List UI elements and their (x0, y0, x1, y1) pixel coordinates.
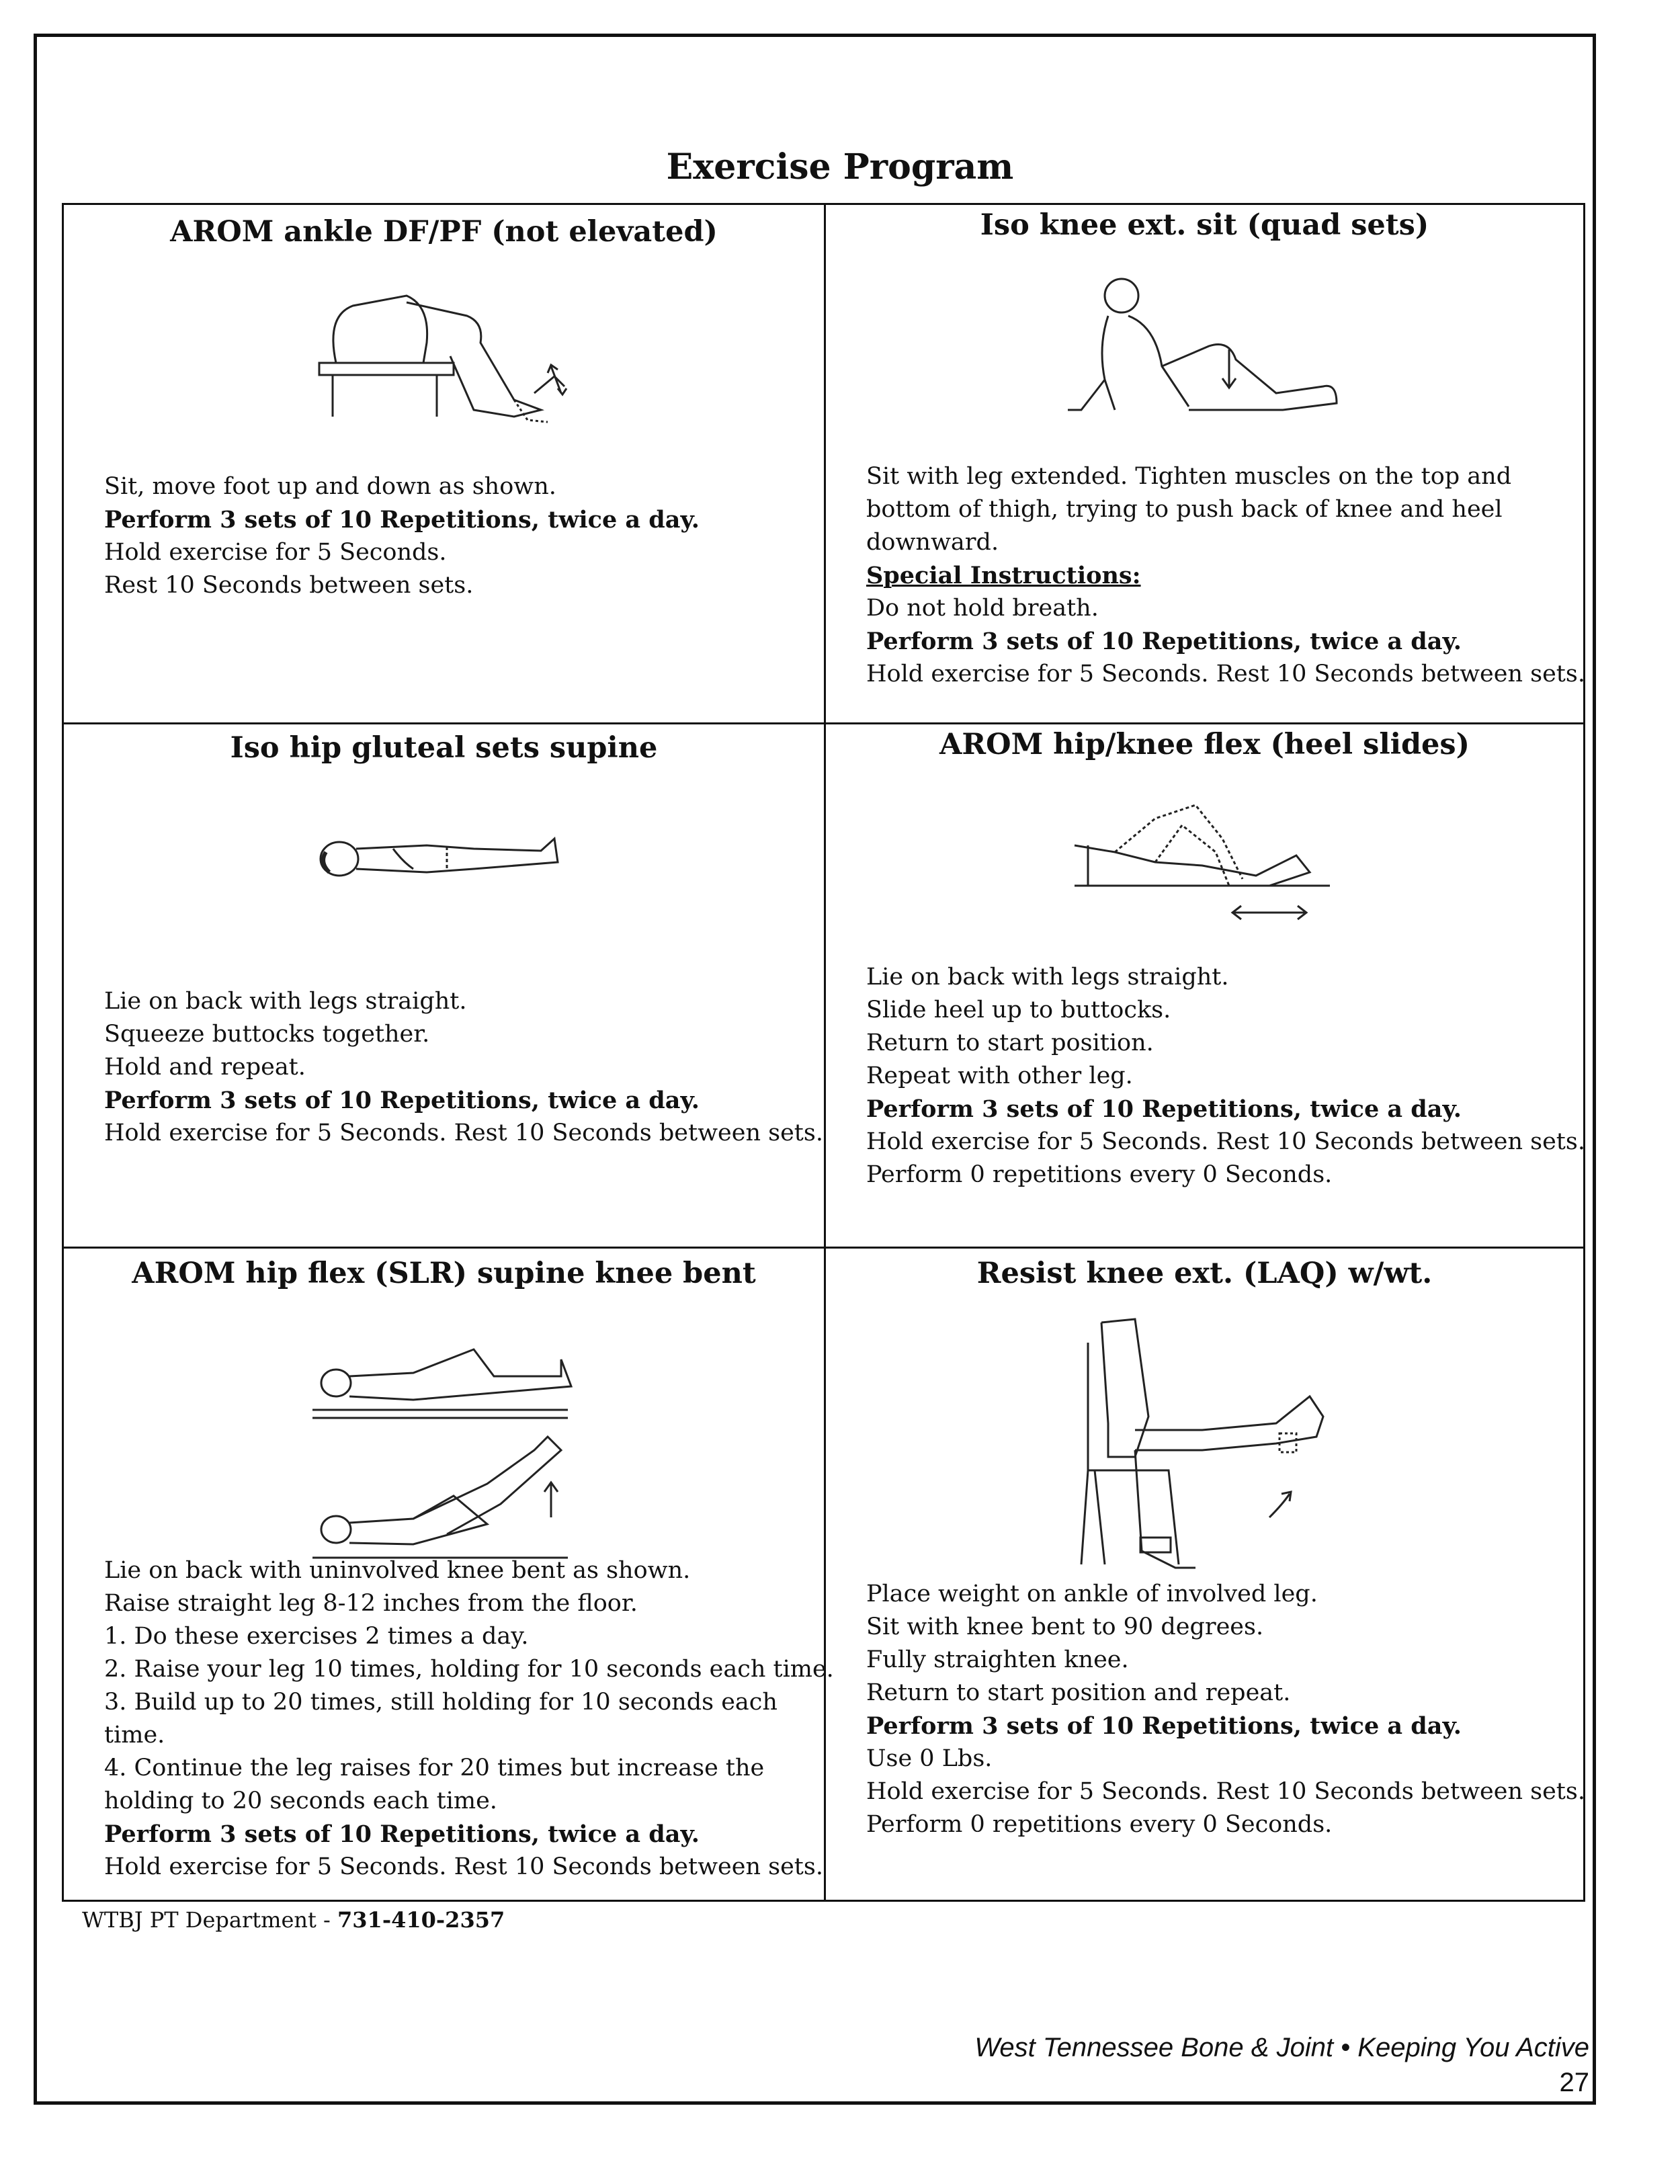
instruction-line: 3. Build up to 20 times, still holding for 10 seconds each (104, 1689, 778, 1716)
instruction-line: Hold exercise for 5 Seconds. (104, 539, 447, 566)
instruction-line: Perform 3 sets of 10 Repetitions, twice a day. (104, 1820, 700, 1848)
exercise-cell-long-arc-quad (826, 1249, 1583, 1900)
instruction-line: Return to start position. (866, 1030, 1154, 1056)
instruction-line: Raise straight leg 8-12 inches from the floor. (104, 1590, 638, 1617)
instruction-line: Use 0 Lbs. (866, 1745, 993, 1772)
phone-number: 731-410-2357 (337, 1907, 505, 1933)
exercise-instructions (866, 961, 1585, 1191)
instruction-line: Lie on back with legs straight. (104, 988, 467, 1015)
instruction-line: Place weight on ankle of involved leg. (866, 1581, 1318, 1607)
exercise-title: AROM hip/knee flex (heel slides) (939, 728, 1470, 761)
instruction-line: 1. Do these exercises 2 times a day. (104, 1623, 529, 1650)
exercise-cell-gluteal-sets (64, 724, 824, 1247)
exercise-cell-straight-leg-raise (64, 1249, 834, 1900)
instruction-line: Hold exercise for 5 Seconds. Rest 10 Seconds between sets. (866, 1778, 1585, 1805)
instruction-line: Repeat with other leg. (866, 1062, 1133, 1089)
instruction-line: Hold exercise for 5 Seconds. Rest 10 Seconds between sets. (104, 1853, 823, 1880)
instruction-line: Lie on back with legs straight. (866, 964, 1229, 991)
instruction-line: Lie on back with uninvolved knee bent as shown. (104, 1557, 691, 1584)
instruction-line: holding to 20 seconds each time. (104, 1788, 497, 1814)
exercise-title: AROM ankle DF/PF (not elevated) (170, 215, 718, 249)
instruction-line: Sit with leg extended. Tighten muscles on the top and (866, 463, 1512, 490)
instruction-line: Perform 3 sets of 10 Repetitions, twice a day. (866, 1095, 1462, 1123)
instruction-line: Perform 0 repetitions every 0 Seconds. (866, 1811, 1333, 1838)
exercise-instructions (866, 1578, 1585, 1841)
exercise-title: AROM hip flex (SLR) supine knee bent (132, 1257, 756, 1290)
instruction-line: Perform 0 repetitions every 0 Seconds. (866, 1161, 1333, 1188)
straight-leg-raise-illustration (312, 1343, 581, 1571)
instruction-line: Slide heel up to buttocks. (866, 997, 1171, 1023)
exercise-instructions (104, 1554, 834, 1884)
instruction-line: Perform 3 sets of 10 Repetitions, twice a day. (866, 628, 1462, 655)
exercise-title: Iso knee ext. sit (quad sets) (980, 208, 1429, 242)
department-name: WTBJ PT Department - (82, 1907, 338, 1933)
instruction-line: bottom of thigh, trying to push back of knee and heel (866, 496, 1503, 523)
instruction-line: 4. Continue the leg raises for 20 times but increase the (104, 1755, 765, 1781)
instruction-line: time. (104, 1722, 165, 1749)
exercise-cell-quad-sets (826, 205, 1583, 722)
long-arc-quad-illustration (1068, 1316, 1337, 1578)
instruction-line: Perform 3 sets of 10 Repetitions, twice a day. (866, 1712, 1462, 1740)
page-number: 27 (1559, 2068, 1589, 2097)
department-contact (82, 1907, 505, 1933)
instruction-line: Hold and repeat. (104, 1054, 306, 1081)
instruction-line: Sit, move foot up and down as shown. (104, 473, 556, 500)
exercise-instructions (866, 460, 1585, 691)
instruction-line: Hold exercise for 5 Seconds. Rest 10 Seconds between sets. (866, 1128, 1585, 1155)
ankle-exercise-illustration (312, 276, 635, 437)
instruction-line: downward. (866, 529, 999, 556)
footer-tagline: West Tennessee Bone & Joint • Keeping You Active (974, 2033, 1589, 2062)
instruction-line: 2. Raise your leg 10 times, holding for 10 seconds each time. (104, 1656, 834, 1683)
heel-slides-illustration (1068, 778, 1337, 933)
exercise-title: Iso hip gluteal sets supine (230, 731, 658, 765)
exercise-cell-heel-slides (826, 724, 1583, 1247)
instruction-line: Sit with knee bent to 90 degrees. (866, 1613, 1264, 1640)
quad-sets-illustration (1061, 265, 1350, 427)
instruction-line: Return to start position and repeat. (866, 1679, 1291, 1706)
instruction-line: Perform 3 sets of 10 Repetitions, twice a day. (104, 506, 700, 534)
instruction-line: Squeeze buttocks together. (104, 1021, 430, 1048)
instruction-line: Perform 3 sets of 10 Repetitions, twice a day. (104, 1087, 700, 1114)
instruction-line: Rest 10 Seconds between sets. (104, 572, 474, 599)
exercise-instructions (104, 470, 700, 602)
exercise-cell-ankle (64, 205, 824, 722)
exercise-title: Resist knee ext. (LAQ) w/wt. (976, 1257, 1433, 1290)
instruction-line: Hold exercise for 5 Seconds. Rest 10 Seconds between sets. (104, 1120, 823, 1146)
special-instructions-heading: Special Instructions: (866, 562, 1141, 589)
instruction-line: Hold exercise for 5 Seconds. Rest 10 Seconds between sets. (866, 661, 1585, 687)
page-title: Exercise Program (666, 146, 1014, 187)
instruction-line: Do not hold breath. (866, 595, 1099, 622)
exercise-instructions (104, 985, 823, 1150)
gluteal-sets-illustration (312, 812, 575, 913)
instruction-line: Fully straighten knee. (866, 1646, 1129, 1673)
